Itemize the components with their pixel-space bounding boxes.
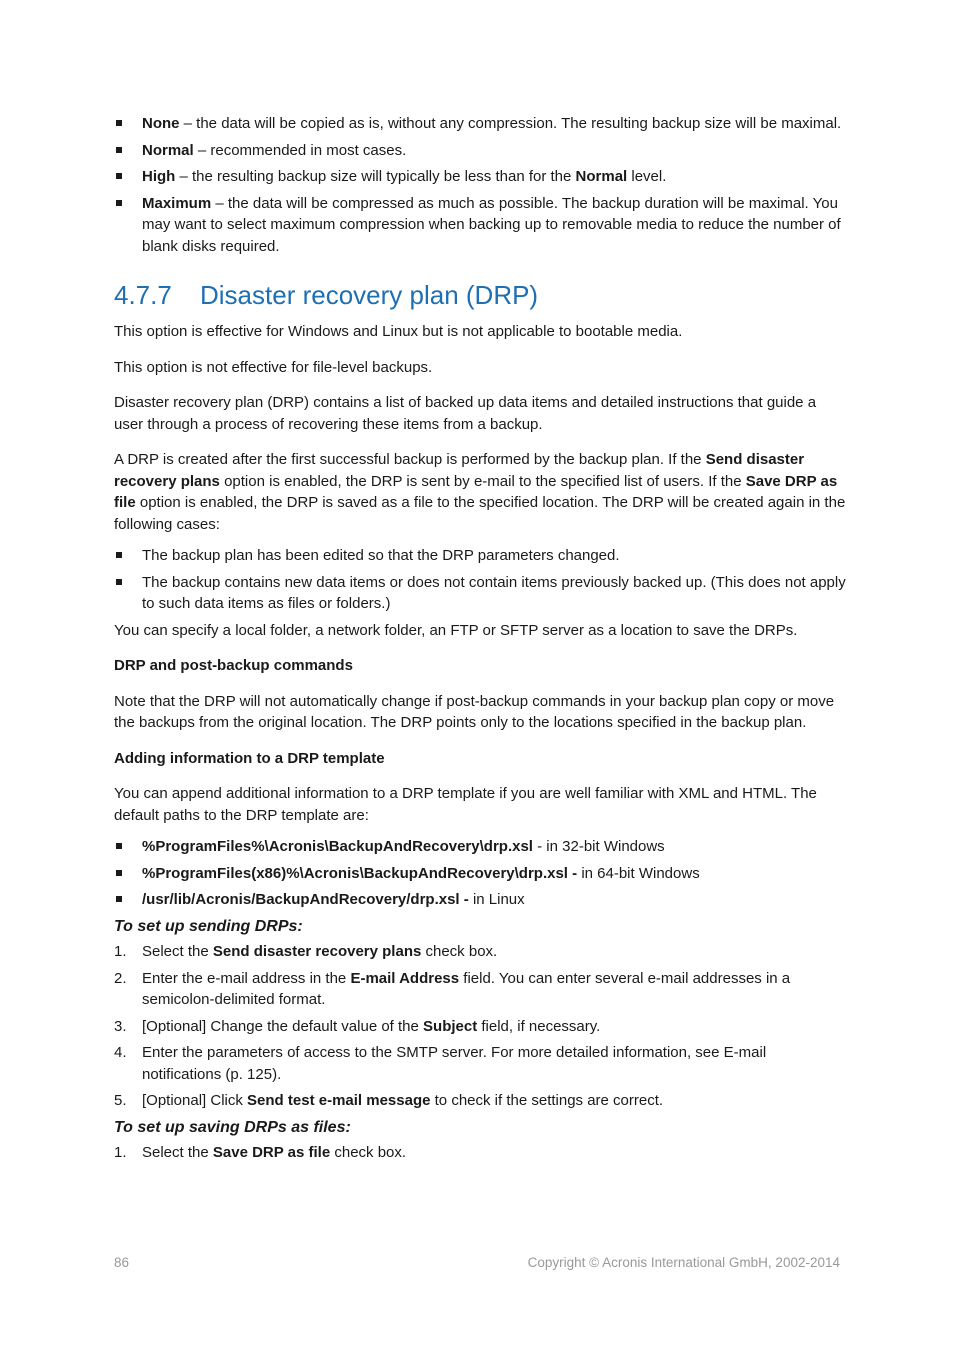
template-paths-list [114,836,848,911]
saving-steps [114,1142,848,1164]
paragraph: You can specify a local folder, a network folder, an FTP or SFTP server as a location to save the DRPs. [114,621,798,639]
step-item: 2. Enter the e-mail address in the E-mail Address field. You can enter several e-mail addresses in a semicolon-delimited format. [114,969,791,1008]
procedure-title: To set up sending DRPs: [114,917,303,935]
paragraph: Disaster recovery plan (DRP) contains a list of backed up data items and detailed instructions that guide a user through a process of recovering these items from a backup. [114,394,817,433]
paragraph: A DRP is created after the first successful backup is performed by the backup plan. If the Send disaster recovery plans option is enabled, the DRP is sent by e-mail to the specified list of users. If the Save DRP as file option is enabled, the DRP is saved as a file to the specified location. The DRP will be created again in the following cases: [114,451,846,533]
step-item: 3. [Optional] Change the default value of the Subject field, if necessary. [114,1017,601,1035]
drp-cases-list [114,545,848,615]
step-item: 5. [Optional] Click Send test e-mail message to check if the settings are correct. [114,1092,664,1109]
list-item: The backup plan has been edited so that the DRP parameters changed. [114,545,848,567]
list-item: %ProgramFiles(x86)%\Acronis\BackupAndRecovery\drp.xsl - in 64-bit Windows [114,863,848,885]
section-heading [114,279,848,311]
paragraph: Note that the DRP will not automatically change if post-backup commands in your backup plan copy or move the backups from the original location. The DRP points only to the locations specified in the backup plan. [114,692,835,731]
page-number: 86 [114,1255,130,1270]
paragraph: This option is not effective for file-level backups. [114,358,433,376]
step-item: 4. Enter the parameters of access to the SMTP server. For more detailed information, see E-mail notifications (p. 125). [114,1044,767,1083]
step-item: 1. Select the Send disaster recovery plans check box. [114,943,498,960]
list-item: The backup contains new data items or does not contain items previously backed up. (This does not apply to such data items as files or folders.) [114,572,848,615]
section-number: 4.7.7 [114,280,172,310]
copyright: Copyright © Acronis International GmbH, 2002-2014 [527,1255,840,1270]
list-item: None – the data will be copied as is, without any compression. The resulting backup size will be maximal. [114,113,848,135]
list-item: %ProgramFiles%\Acronis\BackupAndRecovery\drp.xsl - in 32-bit Windows [114,836,848,858]
list-item: Normal – recommended in most cases. [114,140,848,162]
page-footer [114,1252,840,1274]
list-item: /usr/lib/Acronis/BackupAndRecovery/drp.xsl - in Linux [114,889,848,911]
paragraph: This option is effective for Windows and Linux but is not applicable to bootable media. [114,323,683,340]
document-page [114,113,848,1169]
section-title: Disaster recovery plan (DRP) [200,280,539,310]
paragraph: You can append additional information to a DRP template if you are well familiar with XML and HTML. The default paths to the DRP template are: [114,785,817,824]
procedure-title: To set up saving DRPs as files: [114,1118,351,1136]
step-item: 1. Select the Save DRP as file check box. [114,1144,407,1161]
list-item: Maximum – the data will be compressed as much as possible. The backup duration will be maximal. You may want to select maximum compression when backing up to removable media to reduce the number of blank disks required. [114,193,848,258]
subheading: DRP and post-backup commands [114,657,353,674]
list-item: High – the resulting backup size will typically be less than for the Normal level. [114,166,848,188]
compression-levels-list [114,113,848,257]
subheading: Adding information to a DRP template [114,749,385,767]
sending-steps [114,941,848,1112]
